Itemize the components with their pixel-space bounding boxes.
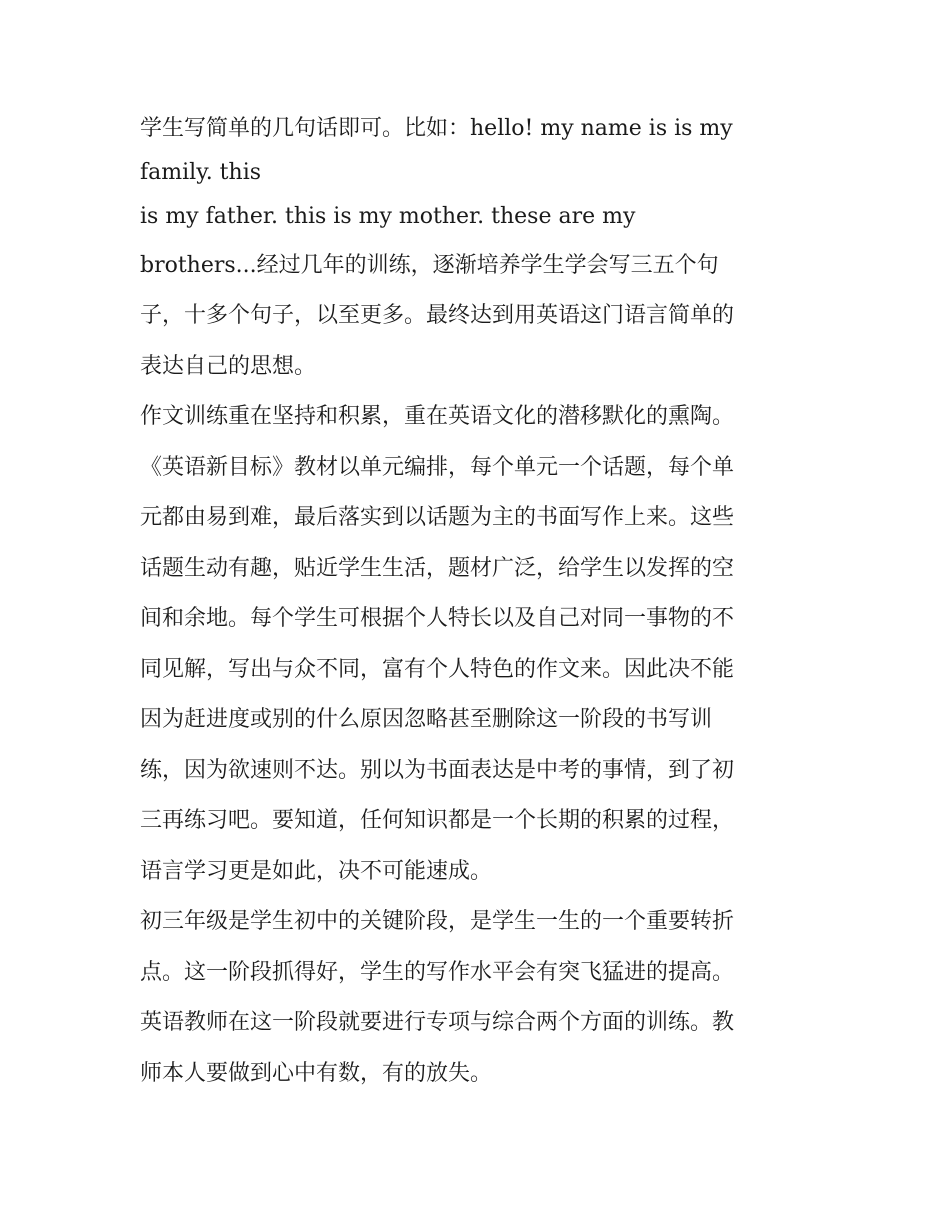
text-line: family. this [140,160,262,185]
text-line: 语言学习更是如此，决不可能速成。 [140,859,493,884]
text-line: 同见解，写出与众不同，富有个人特色的作文来。因此决不能 [140,657,735,682]
text-line: 元都由易到难，最后落实到以话题为主的书面写作上来。这些 [140,505,735,530]
text-line: 表达自己的思想。 [140,354,317,379]
text-line: 《英语新目标》教材以单元编排，每个单元一个话题，每个单 [140,455,735,480]
text-line: brothers...经过几年的训练，逐渐培养学生学会写三五个句 [140,253,719,278]
text-line: 三再练习吧。要知道，任何知识都是一个长期的积累的过程， [140,808,735,833]
text-line: 间和余地。每个学生可根据个人特长以及自己对同一事物的不 [140,606,735,631]
text-line: 子，十多个句子，以至更多。最终达到用英语这门语言简单的 [140,303,735,328]
text-line: 因为赶进度或别的什么原因忽略甚至删除这一阶段的书写训 [140,707,713,732]
text-line: 话题生动有趣，贴近学生生活，题材广泛，给学生以发挥的空 [140,556,735,581]
text-line: 师本人要做到心中有数，有的放失。 [140,1061,493,1086]
text-line: 作文训练重在坚持和积累，重在英语文化的潜移默化的熏陶。 [140,404,735,429]
text-line: 初三年级是学生初中的关键阶段，是学生一生的一个重要转折 [140,909,735,934]
text-line: 英语教师在这一阶段就要进行专项与综合两个方面的训练。教 [140,1010,735,1035]
text-line: 学生写简单的几句话即可。比如：hello! my name is is my [140,116,733,141]
text-line: 练，因为欲速则不达。别以为书面表达是中考的事情，到了初 [140,758,735,783]
text-line: is my father. this is my mother. these are my [140,204,636,229]
text-line: 点。这一阶段抓得好，学生的写作水平会有突飞猛进的提高。 [140,960,735,985]
